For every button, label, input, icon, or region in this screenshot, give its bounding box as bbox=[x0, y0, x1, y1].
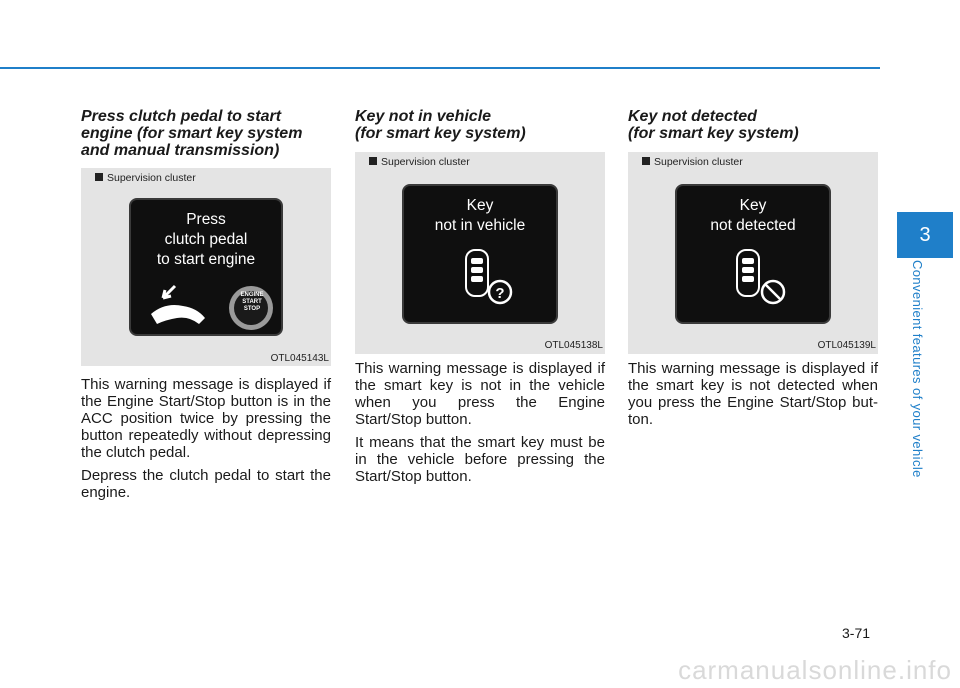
paragraph: This warning message is displayed if the smart key is not detected when you press the Engine Start/Stop but-ton. bbox=[628, 360, 878, 428]
figure-caption: Supervision cluster bbox=[95, 172, 196, 184]
smart-key-question-icon bbox=[404, 244, 556, 314]
svg-text:?: ? bbox=[495, 285, 505, 302]
screen-message: Key not detected bbox=[710, 197, 796, 234]
watermark: carmanualsonline.info bbox=[678, 655, 952, 685]
figure-key-not-detected bbox=[628, 152, 878, 354]
figure-code: OTL045143L bbox=[270, 353, 329, 364]
figure-key-not-in-vehicle bbox=[355, 152, 605, 354]
figure-code: OTL045138L bbox=[544, 340, 603, 351]
paragraph: This warning message is displayed if the Engine Start/Stop button is in the ACC position twice by pressing the button repeatedly without depressing the clutch pedal. bbox=[81, 376, 331, 461]
chapter-title: Convenient features of your vehicle bbox=[910, 260, 925, 478]
paragraph: This warning message is displayed if the smart key is not in the vehicle when you press the Engine Start/Stop button. bbox=[355, 360, 605, 428]
column-key-not-detected bbox=[628, 108, 878, 142]
page-number: 3-71 bbox=[842, 625, 871, 641]
square-bullet-icon bbox=[95, 173, 103, 181]
column-key-not-in-vehicle bbox=[355, 108, 605, 142]
square-bullet-icon bbox=[642, 157, 650, 165]
square-bullet-icon bbox=[369, 157, 377, 165]
screen-message: Press clutch pedal to start engine bbox=[156, 211, 256, 268]
section-heading: Key not in vehicle (for smart key system) bbox=[355, 108, 526, 142]
chapter-tab: 3 bbox=[897, 212, 953, 258]
body-text-key-not-in-vehicle bbox=[355, 360, 605, 491]
top-rule bbox=[0, 67, 880, 69]
cluster-screen bbox=[402, 184, 558, 324]
cluster-screen bbox=[675, 184, 831, 324]
smart-key-prohibited-icon bbox=[677, 244, 829, 314]
paragraph: It means that the smart key must be in the vehicle before pressing the Start/Stop button. bbox=[355, 434, 605, 485]
figure-caption: Supervision cluster bbox=[369, 156, 470, 168]
figure-caption: Supervision cluster bbox=[642, 156, 743, 168]
cluster-screen bbox=[129, 198, 283, 336]
section-heading: Key not detected (for smart key system) bbox=[628, 108, 799, 142]
section-heading: Press clutch pedal to start engine (for smart key system and manual transmission) bbox=[81, 108, 303, 159]
screen-message: Key not in vehicle bbox=[434, 197, 526, 234]
paragraph: Depress the clutch pedal to start the engine. bbox=[81, 467, 331, 501]
column-clutch bbox=[81, 108, 331, 159]
engine-start-stop-button-icon: ENGINE START STOP bbox=[240, 292, 264, 312]
figure-code: OTL045139L bbox=[817, 340, 876, 351]
figure-clutch bbox=[81, 168, 331, 366]
body-text-key-not-detected bbox=[628, 360, 878, 434]
body-text-clutch bbox=[81, 376, 331, 507]
